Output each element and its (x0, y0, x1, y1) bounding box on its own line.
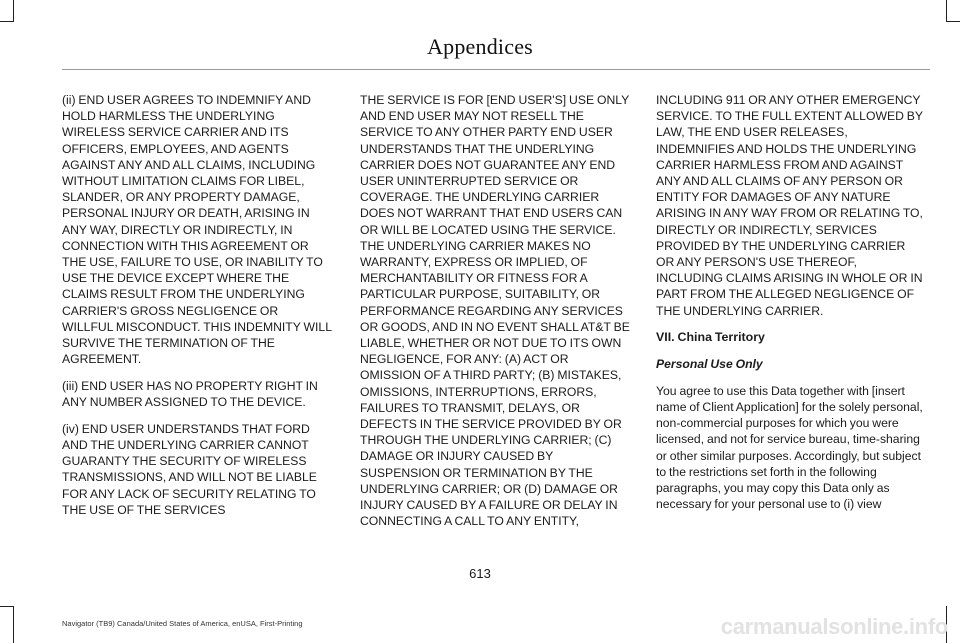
heading-china-territory: VII. China Territory (656, 330, 765, 345)
crop-mark-top-left-h (0, 21, 14, 22)
paragraph-indemnify: (ii) END USER AGREES TO INDEMNIFY AND HOLD HARMLESS THE UNDERLYING WIRELESS SERVICE CARRIER AND ITS OFFICERS, EMPLOYEES, AND AGENTS AGAINST ANY AND ALL CLAIMS, INCLUDING WITHOUT LIMITATION CLAIMS FOR LIBEL, SLANDER, OR ANY PROPERTY DAMAGE, PERSONAL INJURY OR DEATH, ARISING IN ANY WAY, DIRECTLY OR INDIRECTLY, IN CONNECTION WITH THIS AGREEMENT OR THE USE, FAILURE TO USE, OR INABILITY TO USE THE DEVICE EXCEPT WHERE THE CLAIMS RESULT FROM THE UNDERLYING CARRIER'S GROSS NEGLIGENCE OR WILLFUL MISCONDUCT. THIS INDEMNITY WILL SURVIVE THE TERMINATION OF THE AGREEMENT. (62, 93, 332, 367)
crop-mark-bottom-left (13, 606, 14, 643)
document-info: Navigator (TB9) Canada/United States of America, enUSA, First-Printing (62, 619, 303, 628)
section-title: Appendices (427, 34, 533, 59)
crop-mark-top-left (13, 0, 14, 22)
paragraph-property-right: (iii) END USER HAS NO PROPERTY RIGHT IN ANY NUMBER ASSIGNED TO THE DEVICE. (62, 378, 318, 410)
text-column-3 (656, 92, 926, 523)
paragraph-service-use: THE SERVICE IS FOR [END USER'S] USE ONLY AND END USER MAY NOT RESELL THE SERVICE TO ANY OTHER PARTY END USER UNDERSTANDS THAT THE UNDERLYING CARRIER DOES NOT GUARANTEE ANY END USER UNINTERRUPTED SERVICE OR COVERAGE. THE UNDERLYING CARRIER DOES NOT WARRANT THAT END USERS CAN OR WILL BE LOCATED USING THE SERVICE. THE UNDERLYING CARRIER MAKES NO WARRANTY, EXPRESS OR IMPLIED, OF MERCHANTABILITY OR FITNESS FOR A PARTICULAR PURPOSE, SUITABILITY, OR PERFORMANCE REGARDING ANY SERVICES OR GOODS, AND IN NO EVENT SHALL AT&T BE LIABLE, WHETHER OR NOT DUE TO ITS OWN NEGLIGENCE, FOR ANY: (A) ACT OR OMISSION OF A THIRD PARTY; (B) MISTAKES, OMISSIONS, INTERRUPTIONS, ERRORS, FAILURES TO TRANSMIT, DELAYS, OR DEFECTS IN THE SERVICE PROVIDED BY OR THROUGH THE UNDERLYING CARRIER; (C) DAMAGE OR INJURY CAUSED BY SUSPENSION OR TERMINATION BY THE UNDERLYING CARRIER; OR (D) DAMAGE OR INJURY CAUSED BY A FAILURE OR DELAY IN CONNECTING A CALL TO ANY ENTITY, (360, 93, 630, 529)
text-column-2 (360, 92, 630, 540)
watermark: carmanualsonline.info (720, 614, 948, 639)
page-number: 613 (469, 566, 491, 581)
header-divider (62, 69, 930, 70)
crop-mark-bottom-left-h (0, 606, 14, 607)
paragraph-personal-use: You agree to use this Data together with [insert name of Client Application] for the solely personal, non-commercial purposes for which you were licensed, and not for service bureau, time-sharing or other similar purposes. Accordingly, but subject to the restrictions set forth in the following paragraphs, you may copy this Data only as necessary for your personal use to (i) view (656, 383, 923, 512)
text-column-1 (62, 92, 332, 529)
paragraph-emergency-release: INCLUDING 911 OR ANY OTHER EMERGENCY SERVICE. TO THE FULL EXTENT ALLOWED BY LAW, THE END USER RELEASES, INDEMNIFIES AND HOLDS THE UNDERLYING CARRIER HARMLESS FROM AND AGAINST ANY AND ALL CLAIMS OF ANY PERSON OR ENTITY FOR DAMAGES OF ANY NATURE ARISING IN ANY WAY FROM OR RELATING TO, DIRECTLY OR INDIRECTLY, SERVICES PROVIDED BY THE UNDERLYING CARRIER OR ANY PERSON'S USE THEREOF, INCLUDING CLAIMS ARISING IN WHOLE OR IN PART FROM THE ALLEGED NEGLIGENCE OF THE UNDERLYING CARRIER. (656, 93, 923, 318)
subheading-personal-use: Personal Use Only (656, 357, 763, 372)
crop-mark-top-right (946, 0, 947, 22)
paragraph-security: (iv) END USER UNDERSTANDS THAT FORD AND THE UNDERLYING CARRIER CANNOT GUARANTY THE SECURITY OF WIRELESS TRANSMISSIONS, AND WILL NOT BE LIABLE FOR ANY LACK OF SECURITY RELATING TO THE USE OF THE SERVICES (62, 421, 317, 517)
crop-mark-top-right-h (946, 21, 960, 22)
